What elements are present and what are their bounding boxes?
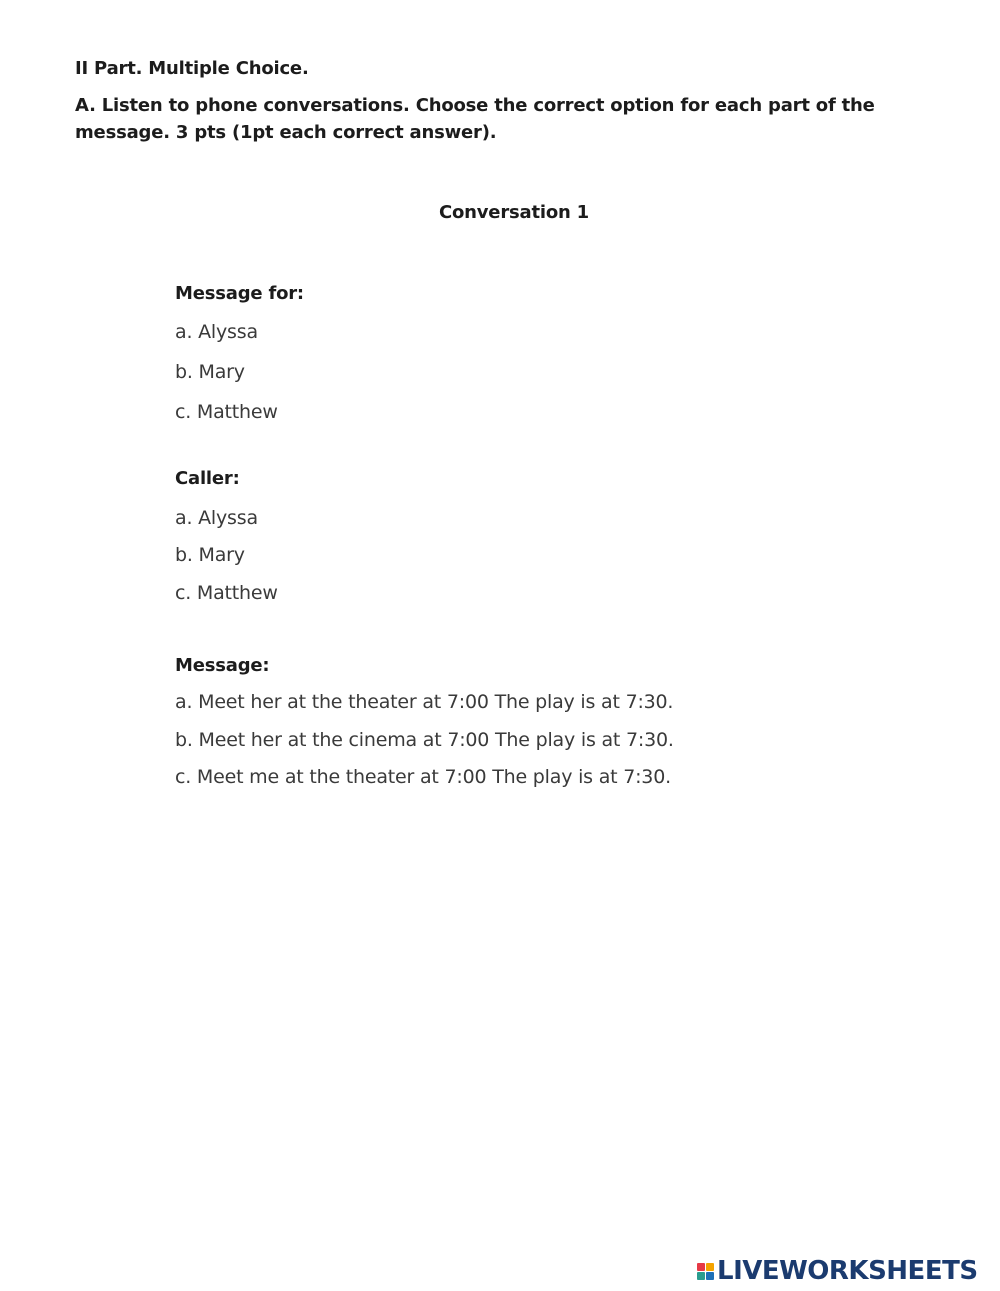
logo-blocks-icon — [697, 1263, 714, 1280]
instruction-text: A. Listen to phone conversations. Choose the correct option for each part of the message. 3 pts (1pt each correct answer). — [75, 95, 875, 143]
logo-block-e — [706, 1272, 714, 1280]
option-message-for-b[interactable]: b. Mary — [175, 361, 245, 383]
option-message-c[interactable]: c. Meet me at the theater at 7:00 The play is at 7:30. — [175, 766, 671, 788]
question-label-message-for: Message for: — [175, 283, 304, 304]
logo-block-i — [706, 1263, 714, 1271]
option-message-for-c[interactable]: c. Matthew — [175, 401, 278, 423]
option-caller-a[interactable]: a. Alyssa — [175, 507, 258, 529]
question-label-caller: Caller: — [175, 468, 240, 489]
liveworksheets-logo — [697, 1256, 978, 1286]
logo-block-l — [697, 1263, 705, 1271]
option-caller-b[interactable]: b. Mary — [175, 544, 245, 566]
option-message-b[interactable]: b. Meet her at the cinema at 7:00 The play is at 7:30. — [175, 729, 674, 751]
option-message-for-a[interactable]: a. Alyssa — [175, 321, 258, 343]
part-title: II Part. Multiple Choice. — [75, 58, 309, 79]
option-message-a[interactable]: a. Meet her at the theater at 7:00 The play is at 7:30. — [175, 691, 674, 713]
conversation-title: Conversation 1 — [438, 202, 589, 223]
option-caller-c[interactable]: c. Matthew — [175, 582, 278, 604]
question-label-message: Message: — [175, 655, 270, 676]
logo-block-v — [697, 1272, 705, 1280]
logo-text: LIVEWORKSHEETS — [717, 1256, 978, 1286]
